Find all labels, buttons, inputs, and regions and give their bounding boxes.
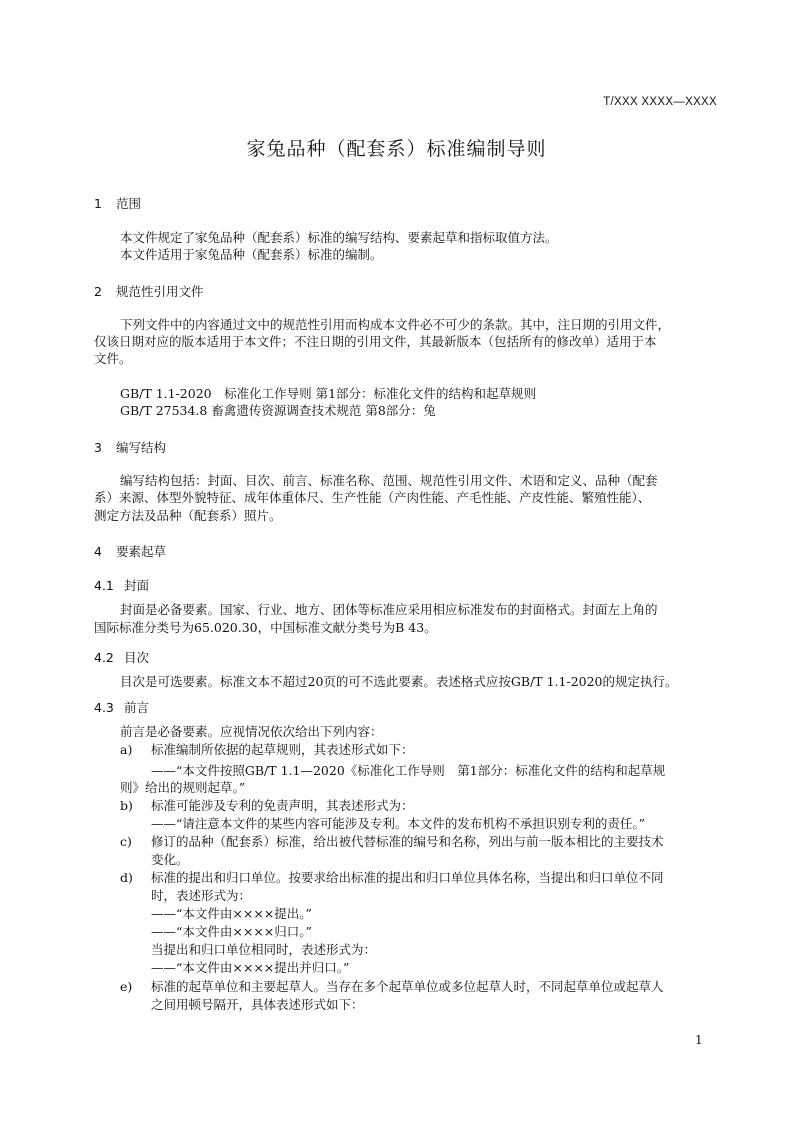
document-title: 家兔品种（配套系）标准编制导则	[246, 138, 547, 160]
list-item-line: 标准可能涉及专利的免责声明，其表述形式为：	[151, 798, 414, 813]
list-item-label: b)	[120, 798, 133, 813]
page-number: 1	[695, 1033, 703, 1047]
list-item-line: 当提出和归口单位相同时，表述形式为：	[151, 942, 377, 957]
section-heading-2	[94, 282, 204, 300]
subsection-title: 封面	[124, 578, 150, 593]
paragraph-line: 系）来源、体型外貌特征、成年体重体尺、生产性能（产肉性能、产毛性能、产皮性能、繁殖性能）、	[94, 490, 651, 505]
subsection-title: 目次	[124, 650, 150, 665]
reference-2: GB/T 27534.8 畜禽遗传资源调查技术规范 第8部分：兔	[120, 403, 436, 418]
document-code: T/XXX XXXX—XXXX	[603, 96, 717, 108]
section-title: 规范性引用文件	[116, 284, 204, 299]
section-heading-3	[94, 438, 166, 456]
section-title: 编写结构	[116, 440, 167, 455]
section-number: 4	[94, 544, 102, 559]
paragraph-line: 文件。	[94, 351, 132, 366]
paragraph-line: 测定方法及品种（配套系）照片。	[94, 508, 282, 523]
subsection-number: 4.1	[94, 578, 114, 593]
section-number: 2	[94, 284, 102, 299]
list-item-line: 修订的品种（配套系）标准，给出被代替标准的编号和名称，列出与前一版本相比的主要技术	[151, 834, 664, 849]
section-number: 3	[94, 440, 102, 455]
list-item-line: ——“本文件由××××提出并归口。”	[151, 960, 350, 975]
list-item-label: d)	[120, 870, 133, 885]
list-item-line: 则》给出的规则起草。”	[120, 780, 246, 795]
paragraph: 本文件适用于家兔品种（配套系）标准的编制。	[120, 247, 383, 262]
list-item-line: 标准编制所依据的起草规则，其表述形式如下：	[151, 742, 414, 757]
paragraph-line: 下列文件中的内容通过文中的规范性引用而构成本文件必不可少的条款。其中，注日期的引用文件，	[120, 317, 671, 332]
section-heading-4	[94, 542, 166, 560]
list-item-line: ——“本文件按照GB/T 1.1—2020《标准化工作导则 第1部分：标准化文件的结构和起草规	[151, 763, 666, 778]
paragraph-line: 国际标准分类号为65.020.30，中国标准文献分类号为B 43。	[94, 620, 437, 635]
subsection-number: 4.3	[94, 700, 114, 715]
subsection-number: 4.2	[94, 650, 114, 665]
paragraph: 前言是必备要素。应视情况依次给出下列内容：	[120, 724, 383, 739]
list-item-label: e)	[120, 979, 133, 994]
reference-1: GB/T 1.1-2020 标准化工作导则 第1部分：标准化文件的结构和起草规则	[120, 386, 537, 401]
list-item-line: 标准的起草单位和主要起草人。当存在多个起草单位或多位起草人时，不同起草单位或起草人	[151, 979, 664, 994]
section-title: 范围	[116, 196, 142, 211]
section-heading-1	[94, 194, 141, 212]
section-number: 1	[94, 196, 102, 211]
list-item-line: 变化。	[151, 852, 189, 867]
list-item-line: ——“本文件由××××归口。”	[151, 924, 312, 939]
list-item-label: a)	[120, 742, 133, 757]
paragraph-line: 编写结构包括：封面、目次、前言、标准名称、范围、规范性引用文件、术语和定义、品种（配套	[120, 473, 658, 488]
subsection-heading-4-2	[94, 648, 149, 666]
subsection-title: 前言	[124, 700, 150, 715]
subsection-heading-4-3	[94, 698, 149, 716]
list-item-label: c)	[120, 834, 132, 849]
list-item-line: 时，表述形式为：	[151, 888, 252, 903]
paragraph-line: 仅该日期对应的版本适用于本文件；不注日期的引用文件，其最新版本（包括所有的修改单）适用于本	[94, 334, 657, 349]
paragraph-line: 封面是必备要素。国家、行业、地方、团体等标准应采用相应标准发布的封面格式。封面左上角的	[120, 602, 658, 617]
paragraph: 本文件规定了家兔品种（配套系）标准的编写结构、要素起草和指标取值方法。	[120, 230, 558, 245]
subsection-heading-4-1	[94, 576, 149, 594]
list-item-line: 标准的提出和归口单位。按要求给出标准的提出和归口单位具体名称，当提出和归口单位不同	[151, 870, 664, 885]
list-item-line: 之间用顿号隔开，具体表述形式如下：	[151, 997, 364, 1012]
list-item-line: ——“本文件由××××提出。”	[151, 906, 312, 921]
list-item-line: ——“请注意本文件的某些内容可能涉及专利。本文件的发布机构不承担识别专利的责任。”	[151, 816, 646, 831]
paragraph: 目次是可选要素。标准文本不超过20页的可不选此要素。表述格式应按GB/T 1.1-2020的规定执行。	[120, 674, 678, 689]
section-title: 要素起草	[116, 544, 167, 559]
